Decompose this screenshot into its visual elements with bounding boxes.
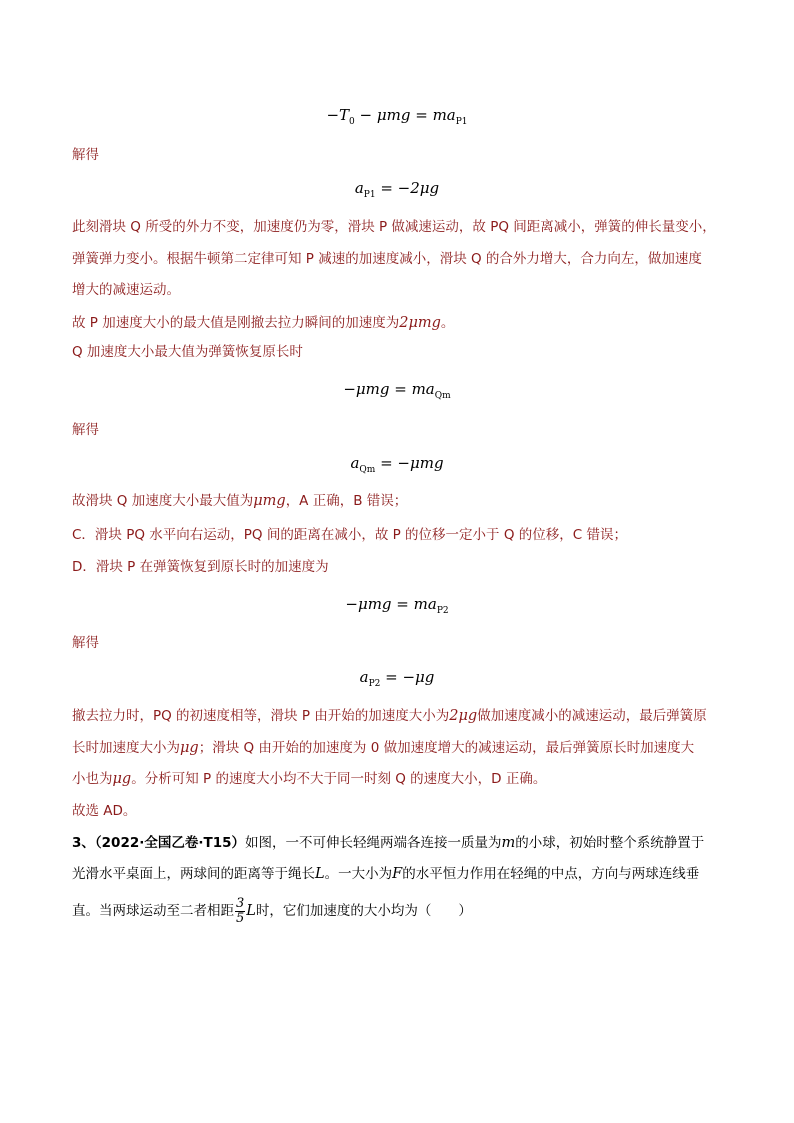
question-3-line bbox=[72, 863, 732, 885]
text: 做加速度减小的减速运动，最后弹簧原 bbox=[477, 708, 707, 724]
answer-line: 故选 AD。 bbox=[72, 803, 137, 819]
analysis-line: 增大的减速运动。 bbox=[72, 282, 180, 298]
math-var: F bbox=[392, 866, 403, 882]
analysis-line: 弹簧弹力变小。根据牛顿第二定律可知 P 减速的加速度减小，滑块 Q 的合外力增大，合力向左，做加速度 bbox=[72, 251, 702, 267]
text: 的小球，初始时整个系统静置于 bbox=[515, 835, 705, 851]
text: ；滑块 Q 由开始的加速度为 0 做加速度增大的减速运动，最后弹簧原长时加速度大 bbox=[198, 740, 695, 756]
text: 长时加速度大小为 bbox=[72, 740, 180, 756]
jiede-label: 解得 bbox=[72, 635, 99, 651]
text: ，A 正确，B 错误； bbox=[285, 493, 408, 509]
eq-text: = −2μg bbox=[375, 179, 440, 197]
jiede-label: 解得 bbox=[72, 422, 99, 438]
fraction-denominator: 5 bbox=[236, 910, 245, 926]
eq-text: a bbox=[359, 668, 369, 686]
math-expr: 2μmg bbox=[399, 315, 441, 331]
fraction-numerator: 3 bbox=[236, 895, 245, 911]
eq-text: = −μmg bbox=[375, 454, 444, 472]
option-c-analysis: C．滑块 PQ 水平向右运动，PQ 间的距离在减小，故 P 的位移一定小于 Q 的位移，C 错误； bbox=[72, 527, 627, 543]
math-expr: μmg bbox=[253, 493, 286, 509]
eq-text: a bbox=[354, 179, 364, 197]
eq-text: −T bbox=[326, 106, 350, 124]
question-number: 3、 bbox=[72, 835, 95, 851]
text: 撤去拉力时，PQ 的初速度相等，滑块 P 由开始的加速度大小为 bbox=[72, 708, 450, 724]
eq-subscript: Qm bbox=[434, 391, 451, 401]
math-var: L bbox=[315, 866, 325, 882]
eq-subscript: Qm bbox=[359, 465, 376, 475]
question-3-line bbox=[72, 832, 732, 854]
eq-subscript: P1 bbox=[455, 117, 468, 127]
analysis-line bbox=[72, 768, 732, 790]
eq-text: − μmg = ma bbox=[354, 106, 456, 124]
question-source: （2022·全国乙卷·T15） bbox=[94, 835, 245, 851]
text: 时，它们加速度的大小均为（ ） bbox=[255, 903, 472, 919]
fraction bbox=[235, 897, 245, 926]
option-d-analysis: D．滑块 P 在弹簧恢复到原长时的加速度为 bbox=[72, 559, 329, 575]
analysis-line bbox=[72, 737, 732, 759]
text: 直。当两球运动至二者相距 bbox=[72, 903, 234, 919]
eq-text: a bbox=[350, 454, 360, 472]
analysis-line bbox=[72, 705, 732, 727]
math-expr: μg bbox=[112, 771, 132, 787]
text: 故 P 加速度大小的最大值是刚撤去拉力瞬间的加速度为 bbox=[72, 315, 400, 331]
text: 。分析可知 P 的速度大小均不大于同一时刻 Q 的速度大小，D 正确。 bbox=[131, 771, 547, 787]
equation-p1-initial bbox=[0, 106, 794, 127]
eq-subscript: P2 bbox=[436, 606, 449, 616]
equation-p2 bbox=[0, 595, 794, 616]
analysis-line: Q 加速度大小最大值为弹簧恢复原长时 bbox=[72, 344, 303, 360]
text: 的水平恒力作用在轻绳的中点，方向与两球连线垂 bbox=[402, 866, 700, 882]
math-var: m bbox=[501, 835, 516, 851]
equation-qm bbox=[0, 380, 794, 401]
text: 光滑水平桌面上，两球间的距离等于绳长 bbox=[72, 866, 315, 882]
eq-subscript: P2 bbox=[368, 679, 381, 689]
jiede-label: 解得 bbox=[72, 147, 99, 163]
eq-text: −μmg = ma bbox=[343, 380, 435, 398]
equation-ap2 bbox=[0, 668, 794, 689]
equation-aqm bbox=[0, 454, 794, 475]
analysis-line: 此刻滑块 Q 所受的外力不变，加速度仍为零，滑块 P 做减速运动，故 PQ 间距离减小，弹簧的伸长量变小， bbox=[72, 219, 716, 235]
analysis-line bbox=[72, 312, 732, 334]
math-expr: 2μg bbox=[449, 708, 478, 724]
math-var: L bbox=[246, 903, 256, 919]
eq-text: = −μg bbox=[380, 668, 435, 686]
text: 小也为 bbox=[72, 771, 113, 787]
question-3-line bbox=[72, 896, 732, 926]
eq-subscript: P1 bbox=[363, 190, 376, 200]
math-expr: μg bbox=[180, 740, 199, 756]
text: 故滑块 Q 加速度大小最大值为 bbox=[72, 493, 254, 509]
text: 。 bbox=[440, 315, 455, 331]
eq-subscript: 0 bbox=[349, 117, 355, 127]
text: 。一大小为 bbox=[324, 866, 393, 882]
equation-ap1 bbox=[0, 179, 794, 200]
text: 如图，一不可伸长轻绳两端各连接一质量为 bbox=[244, 835, 502, 851]
analysis-line bbox=[72, 490, 732, 512]
eq-text: −μmg = ma bbox=[345, 595, 437, 613]
